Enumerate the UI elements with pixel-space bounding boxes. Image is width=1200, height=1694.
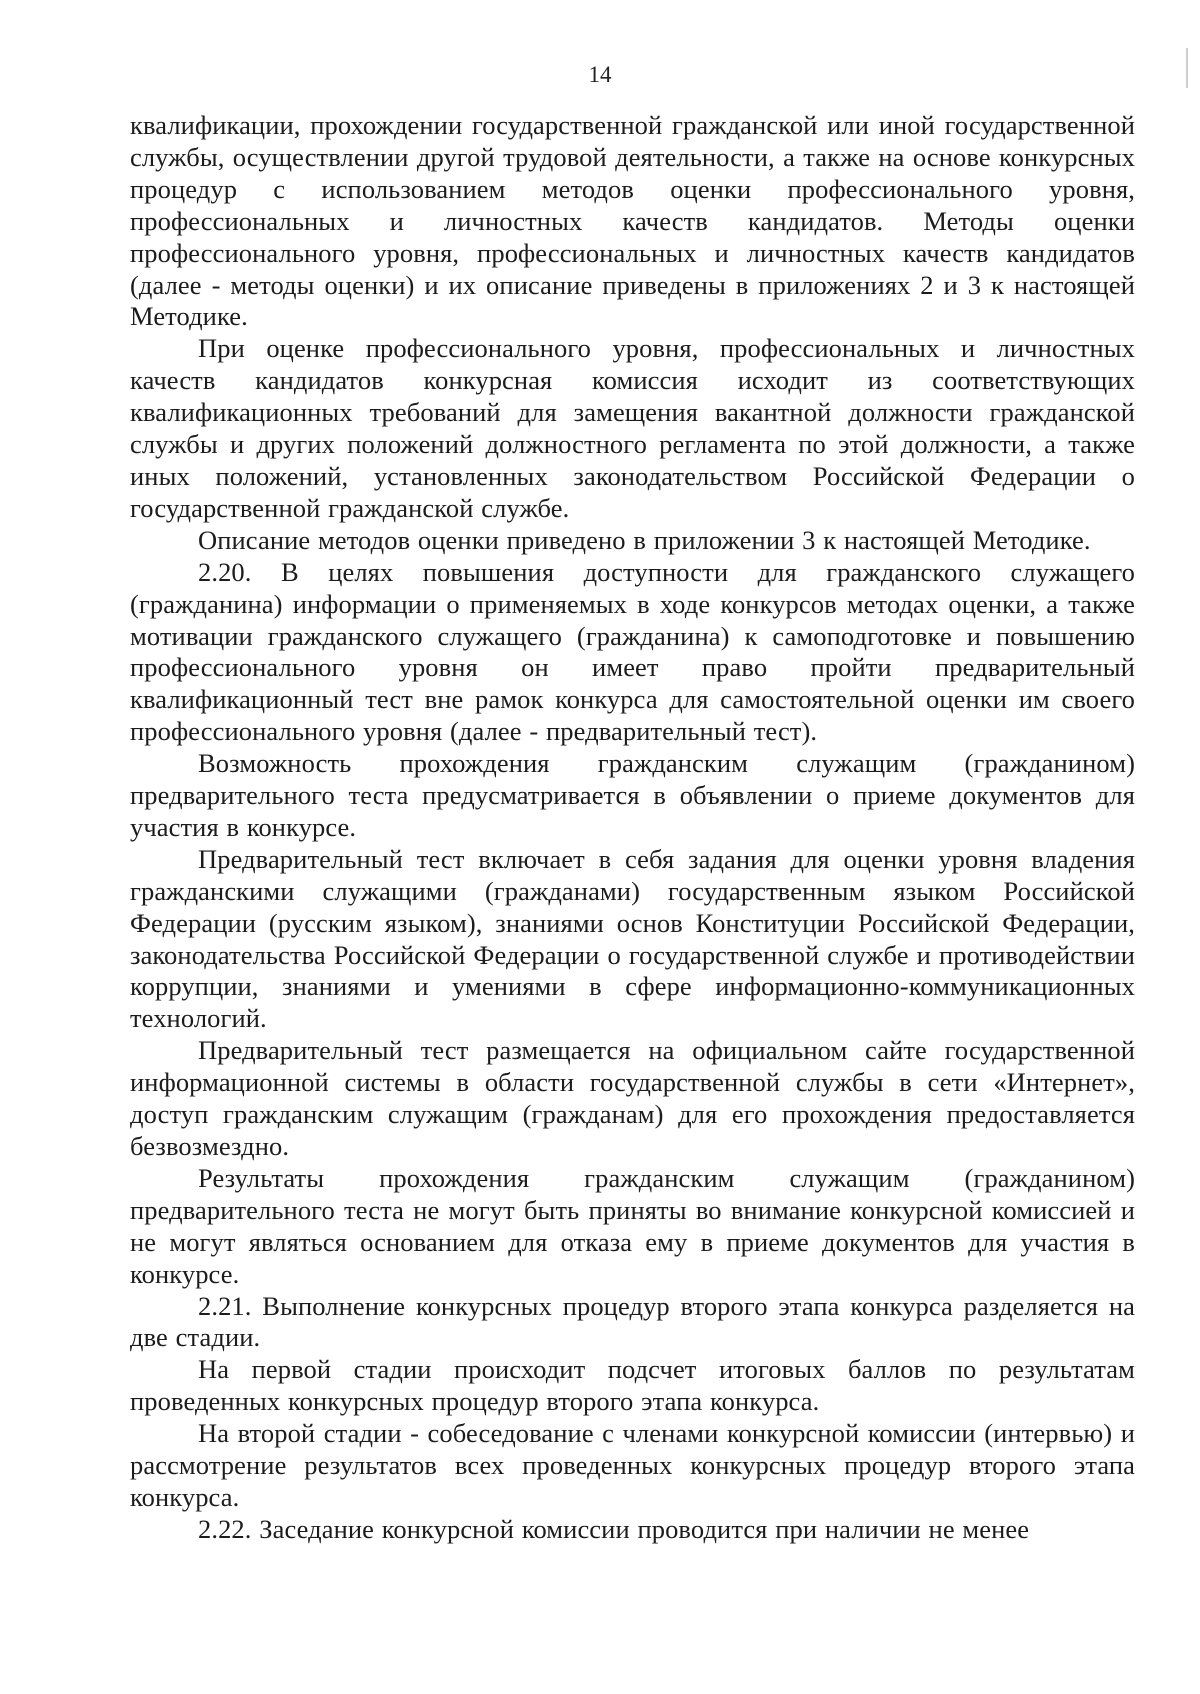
body-text — [130, 110, 1135, 1546]
paragraph: Возможность прохождения гражданским служащим (гражданином) предварительного теста предусматривается в объявлении о приеме документов для участия в конкурсе. — [130, 748, 1135, 842]
paragraph: Описание методов оценки приведено в приложении 3 к настоящей Методике. — [198, 524, 1091, 555]
page-number: 14 — [588, 62, 612, 87]
paragraph: На второй стадии - собеседование с членами конкурсной комиссии (интервью) и рассмотрение результатов всех проведенных конкурсных процедур второго этапа конкурса. — [130, 1418, 1135, 1512]
paragraph: Предварительный тест размещается на официальном сайте государственной информационной системы в области государственной службы в сети «Интернет», доступ гражданским служащим (гражданам) для его прохождения предоставляется безвозмездно. — [130, 1035, 1135, 1161]
paragraph: На первой стадии происходит подсчет итоговых баллов по результатам проведенных конкурсных процедур второго этапа конкурса. — [130, 1354, 1135, 1417]
paragraph: квалификации, прохождении государственной гражданской или иной государственной службы, осуществлении другой трудовой деятельности, а также на основе конкурсных процедур с использованием методов оценки профессионального уровня, профессиональных и личностных качеств кандидатов. Методы оценки профессионального уровня, профессиональных и личностных качеств кандидатов (далее - методы оценки) и их описание приведены в приложениях 2 и 3 к настоящей Методике. — [130, 110, 1135, 332]
paragraph: При оценке профессионального уровня, профессиональных и личностных качеств кандидатов конкурсная комиссия исходит из соответствующих квалификационных требований для замещения вакантной должности гражданской службы и других положений должностного регламента по этой должности, а также иных положений, установленных законодательством Российской Федерации о государственной гражданской службе. — [130, 333, 1135, 523]
paragraph: Результаты прохождения гражданским служащим (гражданином) предварительного теста не могут быть приняты во внимание конкурсной комиссией и не могут являться основанием для отказа ему в приеме документов для участия в конкурсе. — [130, 1162, 1135, 1289]
paragraph: 2.20. В целях повышения доступности для гражданского служащего (гражданина) информации о применяемых в ходе конкурсов методах оценки, а также мотивации гражданского служащего (гражданина) к самоподготовке и повышению профессионального уровня он имеет право пройти предварительный квалификационный тест вне рамок конкурса для самостоятельной оценки им своего профессионального уровня (далее - предварительный тест). — [130, 556, 1135, 747]
paragraph: Предварительный тест включает в себя задания для оценки уровня владения гражданскими служащими (гражданами) государственным языком Российской Федерации (русским языком), знаниями основ Конституции Российской Федерации, законодательства Российской Федерации о государственной службе и противодействии коррупции, знаниями и умениями в сфере информационно-коммуникационных технологий. — [130, 843, 1135, 1034]
paragraph: 2.21. Выполнение конкурсных процедур второго этапа конкурса разделяется на две стадии. — [130, 1290, 1135, 1353]
paragraph: 2.22. Заседание конкурсной комиссии проводится при наличии не менее — [198, 1513, 1030, 1544]
